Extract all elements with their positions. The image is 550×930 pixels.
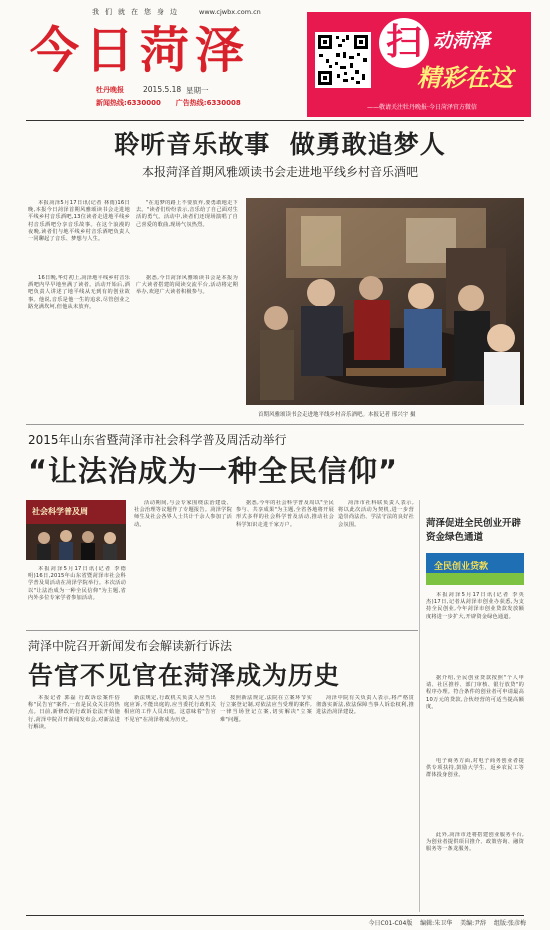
- story4-col4-text: 菏泽中院有关负责人表示,将严格贯彻落实新法,依法保障当事人诉讼权利,推进法治菏泽建设。: [316, 695, 414, 716]
- footer-proofreader-label: 组版:: [493, 920, 508, 927]
- story3-col3: [426, 758, 524, 828]
- footer-edition: 今日C01-C04版: [368, 920, 413, 927]
- story1-photo: [246, 198, 524, 405]
- footer: [296, 918, 526, 927]
- footer-editor: 朱卫华: [434, 920, 453, 927]
- story2-col4-text: 菏泽市社科联负责人表示,将以此次活动为契机,进一步营造崇尚法治、学法守法的良好社会氛围。: [338, 500, 414, 528]
- story2-col3-text: 据悉,今年的社会科学普及周以"全民参与、共享成果"为主题,全省各地将开展形式多样的社会科学普及活动,推动社会科学知识走进千家万户。: [236, 500, 334, 528]
- wechat-banner-ad[interactable]: [307, 12, 531, 117]
- footer-divider: [26, 915, 524, 916]
- story1-col1-text: 本报菏泽5月17日讯(记者 林雨)16日晚,本报今日菏泽首期风雅颂读书会走进地平线乡村音乐酒吧,13位读者走进地平线乡村音乐酒吧分享音乐故事。在这个浪漫的夜晚,读者们与地平线乡村音乐酒吧负责人一同聊起了音乐、梦想与人生。: [28, 200, 130, 243]
- story2-col2: [134, 500, 232, 626]
- ad-hotline-label: 广告热线:: [175, 99, 207, 107]
- footer-proofreader: 张彦梅: [507, 920, 526, 927]
- footer-designer: 尹辞: [474, 920, 487, 927]
- news-hotline-label: 新闻热线:: [96, 99, 127, 107]
- story3-ad-image: [426, 553, 524, 585]
- story1-subhead: 本报菏泽首期风雅颂读书会走进地平线乡村音乐酒吧: [141, 165, 418, 179]
- story4-kicker: 菏泽中院召开新闻发布会解读新行诉法: [28, 639, 233, 653]
- story4-col4: [316, 695, 414, 915]
- story3-ad-text: 全民创业贷款: [434, 562, 489, 572]
- banner-line2: 精彩在这: [417, 64, 513, 92]
- banner-line1: 动菏泽: [433, 30, 491, 52]
- right-column-divider: [419, 500, 420, 912]
- masthead-slogan: 我们就在您身边: [92, 8, 183, 16]
- story1-col2-text: 16日晚,华灯初上,菏泽地平线乡村音乐酒吧内早早地坐满了读者。活动开始后,酒吧负责人讲述了地平线从无到有的创业故事。他说,音乐是他一生的追求,尽管创业之路充满坎坷,但他从未放弃。: [28, 275, 130, 310]
- story2-kicker: 2015年山东省暨菏泽市社会科学普及周活动举行: [28, 433, 287, 447]
- story3-col4-text: 此外,菏泽市还将搭建创业服务平台,为创业者提供项目推介、政策咨询、融资服务等一条龙服务。: [426, 832, 524, 853]
- banner-big-text: 扫: [379, 18, 429, 68]
- news-hotline: 6330000: [126, 99, 161, 107]
- story1-photo-caption: 首期风雅颂读书会走进地平线乡村音乐酒吧。本报记者 邢兴宇 摄: [258, 412, 416, 418]
- story4-col2-text: 新法规定,行政机关负责人应当出庭应诉,不能出庭的,应当委托行政机关相应的工作人员出庭。这意味着"告官不见官"在菏泽将成为历史。: [124, 695, 216, 723]
- story2-col2-text: 活动期间,与会专家围绕法治建设、社会治理等议题作了专题报告。菏泽学院师生及社会各界人士共计千余人参加了活动。: [134, 500, 232, 528]
- story1-divider: [26, 424, 524, 425]
- story1-col4-text: 据悉,今日菏泽风雅颂读书会是本报为广大读者搭建的阅读交流平台,活动将定期举办,欢迎广大读者积极参与。: [136, 275, 238, 296]
- story3-headline-text: 菏泽促进全民创业开辟资金绿色通道: [426, 518, 522, 543]
- ad-hotline: 6330008: [206, 99, 241, 107]
- story4-headline: 告官不见官在菏泽成为历史: [28, 661, 341, 690]
- story2-col1-text: 本报菏泽5月17日讯(记者 李德明)16日,2015年山东省暨菏泽市社会科学普及周活动在菏泽学院举行。本次活动以"让法治成为一种全民信仰"为主题,省内外多位专家学者参加活动。: [28, 566, 126, 601]
- story4-col1: [28, 695, 120, 915]
- story3-col2: [426, 675, 524, 755]
- story3-col1: [426, 592, 524, 672]
- story2-divider: [26, 630, 418, 631]
- qr-code-icon: [315, 32, 371, 88]
- story2-photo-label: 社会科学普及周: [32, 507, 88, 516]
- story3-col4: [426, 832, 524, 912]
- story4-col2: [124, 695, 216, 915]
- story4-col3: [220, 695, 312, 915]
- story2-headline: “让法治成为一种全民信仰”: [28, 454, 399, 488]
- paper-brand: 牡丹晚报: [96, 86, 124, 94]
- footer-editor-label: 编辑:: [420, 920, 435, 927]
- issue-weekday: 星期一: [186, 86, 209, 95]
- story3-headline: [426, 517, 526, 545]
- banner-footer: ——敬请关注牡丹晚报·今日菏泽官方微信: [367, 104, 477, 111]
- story2-col3: [236, 500, 334, 626]
- story2-col1: [28, 566, 126, 626]
- story1-headline: 聆听音乐故事 做勇敢追梦人: [114, 130, 446, 159]
- masthead-title: 今日菏泽: [30, 21, 251, 79]
- story4-col3-text: 按照新法规定,法院在立案环节实行立案登记制,对依法应当受理的案件,一律当场登记立案,切实解决"立案难"问题。: [220, 695, 312, 723]
- story4-col1-text: 本报记者 郭磊 行政诉讼案件俗称"民告官"案件,一直是民众关注的热点。日前,新修改的行政诉讼法开始施行,菏泽中院召开新闻发布会,对新法进行解读。: [28, 695, 120, 730]
- masthead-url: www.cjwbx.com.cn: [199, 8, 261, 16]
- story1-col2: [28, 275, 130, 400]
- story1-col3-text: "在追梦的路上不要放弃,要勇敢地走下去。"读者们纷纷表示,音乐给了自己面对生活的勇气。活动中,读者们还现场演唱了自己喜爱的歌曲,现场气氛热烈。: [136, 200, 238, 228]
- story3-col2-text: 据介绍,全民创业贷款按照"个人申请、社区推荐、部门审核、银行放贷"的程序办理。符合条件的创业者可申请最高10万元的贷款,合伙经营的可适当提高额度。: [426, 675, 524, 710]
- story2-col4: [338, 500, 414, 626]
- issue-date: 2015.5.18: [143, 85, 182, 94]
- story1-col4: [136, 275, 238, 395]
- story2-photo: [26, 500, 126, 560]
- story3-col1-text: 本报菏泽5月17日讯(记者 李英杰)17日,记者从菏泽市创业办获悉,为支持全民创业,今年菏泽市创业贷款发放额度将进一步扩大,开辟资金绿色通道。: [426, 592, 524, 620]
- footer-designer-label: 美编:: [460, 920, 475, 927]
- masthead-divider: [26, 120, 524, 121]
- story3-col3-text: 电子商务方面,对电子商务创业者提供专项扶持,鼓励大学生、返乡农民工等群体投身创业。: [426, 758, 524, 779]
